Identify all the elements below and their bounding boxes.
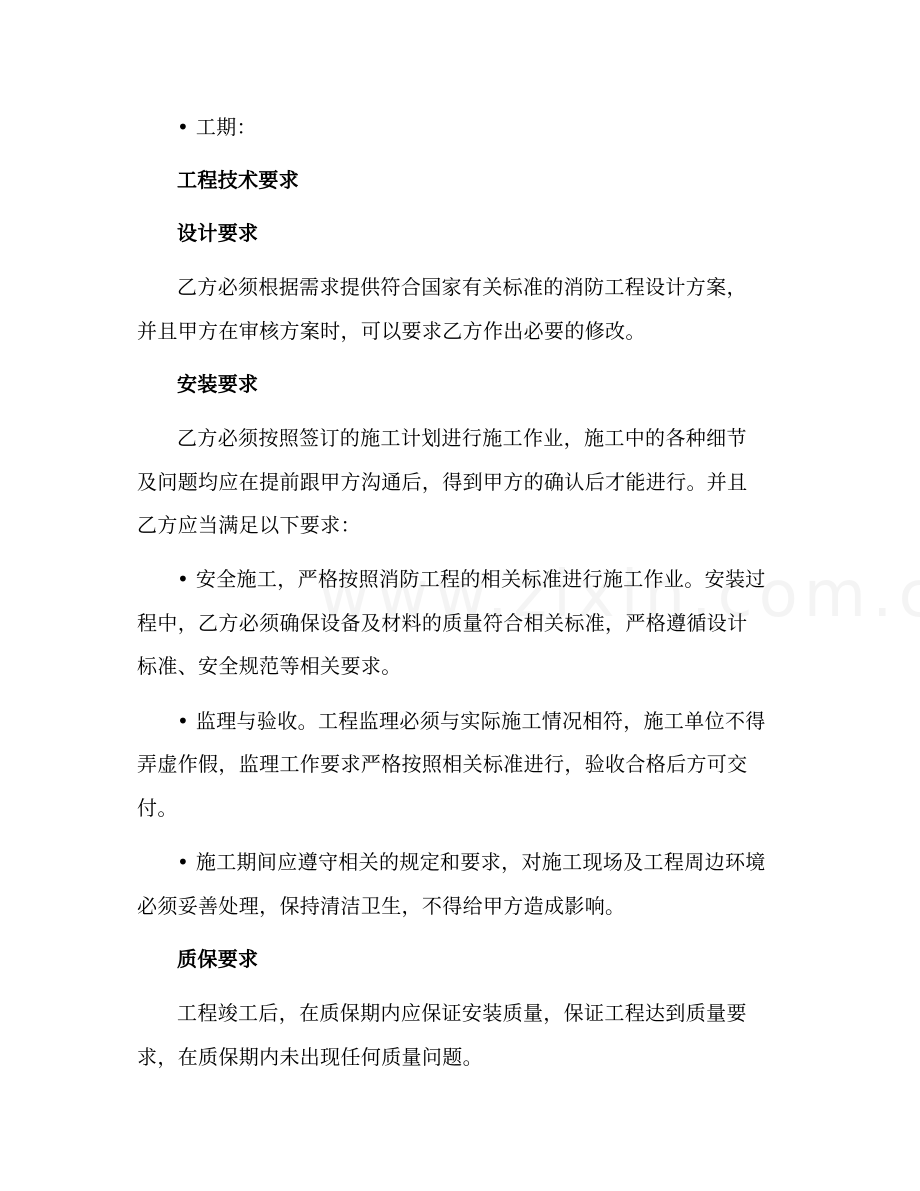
paragraph-warranty-line-1: 工程竣工后，在质保期内应保证安装质量，保证工程达到质量要 [177, 1001, 747, 1025]
bullet-safety-line-3: 标准、安全规范等相关要求。 [137, 654, 402, 678]
bullet-supervision-line-2: 弄虚作假，监理工作要求严格按照相关标准进行，验收合格后方可交 [137, 752, 748, 776]
subheading-design-requirements: 设计要求 [177, 221, 259, 245]
bullet-site-line-2: 必须妥善处理，保持清洁卫生，不得给甲方造成影响。 [137, 894, 626, 918]
subheading-installation-requirements: 安装要求 [177, 372, 259, 396]
bullet-site-line-1: • 施工期间应遵守相关的规定和要求，对施工现场及工程周边环境 [177, 850, 766, 874]
paragraph-installation-line-1: 乙方必须按照签订的施工计划进行施工作业，施工中的各种细节 [177, 426, 747, 450]
paragraph-installation-line-3: 乙方应当满足以下要求： [137, 513, 361, 537]
bullet-supervision-line-1: • 监理与验收。工程监理必须与实际施工情况相符，施工单位不得 [177, 709, 766, 733]
bullet-duration: • 工期： [177, 115, 257, 139]
section-heading-technical-requirements: 工程技术要求 [177, 168, 300, 192]
bullet-safety-line-1: • 安全施工，严格按照消防工程的相关标准进行施工作业。安装过 [177, 567, 766, 591]
paragraph-design-line-1: 乙方必须根据需求提供符合国家有关标准的消防工程设计方案， [177, 275, 747, 299]
subheading-warranty-requirements: 质保要求 [177, 947, 259, 971]
paragraph-warranty-line-2: 求，在质保期内未出现任何质量问题。 [137, 1045, 483, 1069]
bullet-safety-line-2: 程中，乙方必须确保设备及材料的质量符合相关标准，严格遵循设计 [137, 611, 748, 635]
paragraph-design-line-2: 并且甲方在审核方案时，可以要求乙方作出必要的修改。 [137, 319, 646, 343]
paragraph-installation-line-2: 及问题均应在提前跟甲方沟通后，得到甲方的确认后才能进行。并且 [137, 470, 748, 494]
bullet-supervision-line-3: 付。 [137, 796, 178, 820]
